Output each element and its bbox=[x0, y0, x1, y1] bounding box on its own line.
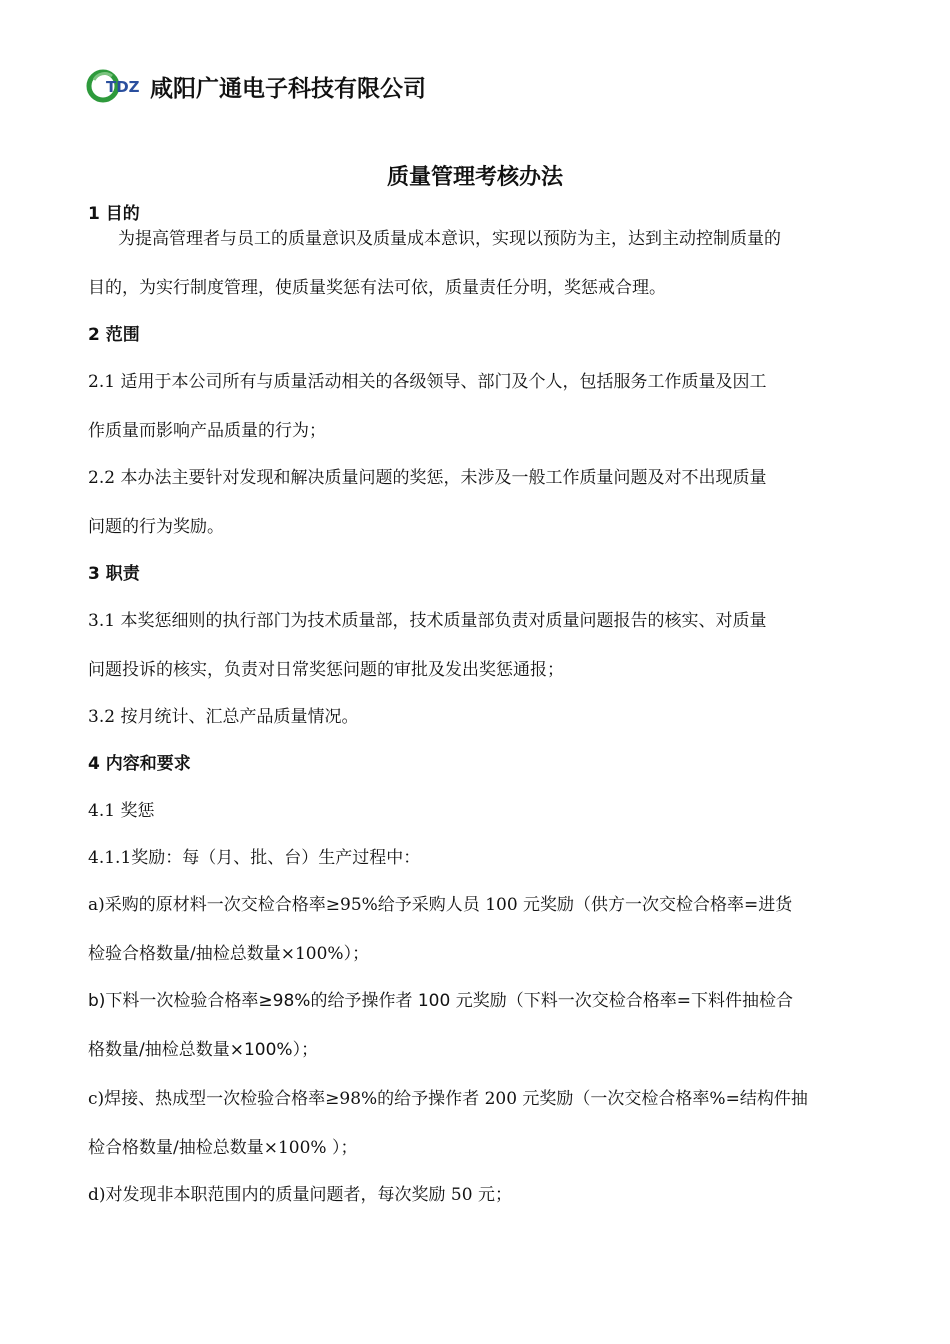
paragraph-line: c)焊接、热成型一次检验合格率≥98%的给予操作者 200 元奖励（一次交检合格率%=结构件抽 bbox=[88, 1089, 808, 1109]
paragraph-line: 4.1.1奖励：每（月、批、台）生产过程中： bbox=[88, 848, 421, 868]
company-name: 咸阳广通电子科技有限公司 bbox=[150, 75, 426, 102]
paragraph-line: 目的，为实行制度管理，使质量奖惩有法可依，质量责任分明，奖惩戒合理。 bbox=[88, 278, 666, 298]
paragraph-line: a)采购的原材料一次交检合格率≥95%给予采购人员 100 元奖励（供方一次交检合格率=进货 bbox=[88, 895, 793, 915]
paragraph-line: 作质量而影响产品质量的行为； bbox=[88, 421, 326, 441]
paragraph-line: 3.2 按月统计、汇总产品质量情况。 bbox=[88, 707, 359, 727]
section-heading-purpose: 1 目的 bbox=[88, 204, 140, 224]
paragraph-line: 格数量/抽检总数量×100%）； bbox=[88, 1040, 319, 1060]
paragraph-line: d)对发现非本职范围内的质量问题者，每次奖励 50 元； bbox=[88, 1185, 512, 1205]
paragraph-line: b)下料一次检验合格率≥98%的给予操作者 100 元奖励（下料一次交检合格率=下料件抽检合 bbox=[88, 991, 793, 1011]
paragraph-line: 问题投诉的核实，负责对日常奖惩问题的审批及发出奖惩通报； bbox=[88, 660, 564, 680]
section-heading-scope: 2 范围 bbox=[88, 325, 140, 345]
section-heading-content: 4 内容和要求 bbox=[88, 754, 191, 774]
letterhead bbox=[86, 66, 426, 106]
paragraph-line: 3.1 本奖惩细则的执行部门为技术质量部，技术质量部负责对质量问题报告的核实、对质量 bbox=[88, 611, 767, 631]
paragraph-line: 2.2 本办法主要针对发现和解决质量问题的奖惩，未涉及一般工作质量问题及对不出现质量 bbox=[88, 468, 767, 488]
paragraph-line: 2.1 适用于本公司所有与质量活动相关的各级领导、部门及个人，包括服务工作质量及因工 bbox=[88, 372, 767, 392]
section-heading-responsibility: 3 职责 bbox=[88, 564, 140, 584]
logo-text: TDZ bbox=[106, 78, 140, 96]
paragraph-line: 为提高管理者与员工的质量意识及质量成本意识，实现以预防为主，达到主动控制质量的 bbox=[118, 229, 781, 249]
paragraph-line: 问题的行为奖励。 bbox=[88, 517, 224, 537]
paragraph-line: 4.1 奖惩 bbox=[88, 801, 155, 821]
document-title: 质量管理考核办法 bbox=[386, 165, 563, 190]
paragraph-line: 检验合格数量/抽检总数量×100%）； bbox=[88, 944, 370, 964]
company-logo-icon bbox=[86, 66, 146, 106]
paragraph-line: 检合格数量/抽检总数量×100% ）； bbox=[88, 1138, 358, 1158]
